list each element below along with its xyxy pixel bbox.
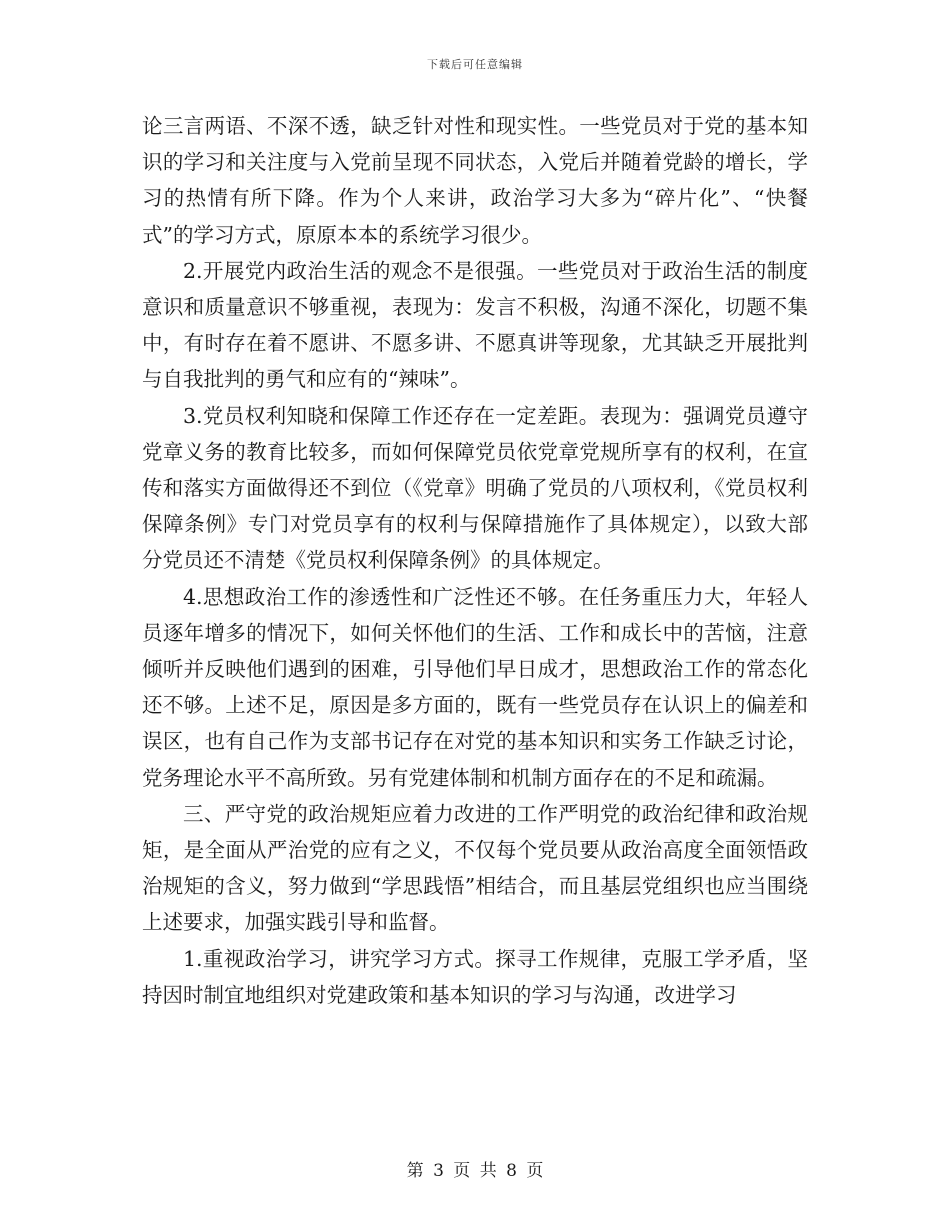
page-number-footer: 第 3 页 共 8 页: [406, 1161, 544, 1181]
document-body: [142, 108, 808, 1013]
paragraph-item-4: 4.思想政治工作的渗透性和广泛性还不够。在任务重压力大，年轻人员逐年增多的情况下，如何关怀他们的生活、工作和成长中的苦恼，注意倾听并反映他们遇到的困难，引导他们早日成才，思想政治工作的常态化还不够。上述不足，原因是多方面的，既有一些党员存在认识上的偏差和误区，也有自己作为支部书记存在对党的基本知识和实务工作缺乏讨论，党务理论水平不高所致。另有党建体制和机制方面存在的不足和疏漏。: [142, 584, 808, 790]
paragraph-item-1: 1.重视政治学习，讲究学习方式。探寻工作规律，克服工学矛盾，坚持因时制宜地组织对党建政策和基本知识的学习与沟通，改进学习: [142, 946, 808, 1007]
section-three-paragraph: 三、严守党的政治规矩应着力改进的工作严明党的政治纪律和政治规矩，是全面从严治党的应有之义，不仅每个党员要从政治高度全面领悟政治规矩的含义，努力做到“学思践悟”相结合，而且基层党组织也应当围绕上述要求，加强实践引导和监督。: [142, 801, 808, 935]
paragraph-item-2: 2.开展党内政治生活的观念不是很强。一些党员对于政治生活的制度意识和质量意识不够重视，表现为：发言不积极，沟通不深化，切题不集中，有时存在着不愿讲、不愿多讲、不愿真讲等现象，尤其缺乏开展批判与自我批判的勇气和应有的“辣味”。: [142, 258, 808, 392]
page-header: 下载后可任意编辑: [427, 58, 523, 71]
paragraph-item-3: 3.党员权利知晓和保障工作还存在一定差距。表现为：强调党员遵守党章义务的教育比较多，而如何保障党员依党章党规所享有的权利，在宣传和落实方面做得还不到位（《党章》明确了党员的八项权利，《党员权利保障条例》专门对党员享有的权利与保障措施作了具体规定），以致大部分党员还不清楚《党员权利保障条例》的具体规定。: [142, 403, 808, 573]
paragraph-continuation: 论三言两语、不深不透，缺乏针对性和现实性。一些党员对于党的基本知识的学习和关注度与入党前呈现不同状态，入党后并随着党龄的增长，学习的热情有所下降。作为个人来讲，政治学习大多为“碎片化”、“快餐式”的学习方式，原原本本的系统学习很少。: [142, 114, 808, 247]
